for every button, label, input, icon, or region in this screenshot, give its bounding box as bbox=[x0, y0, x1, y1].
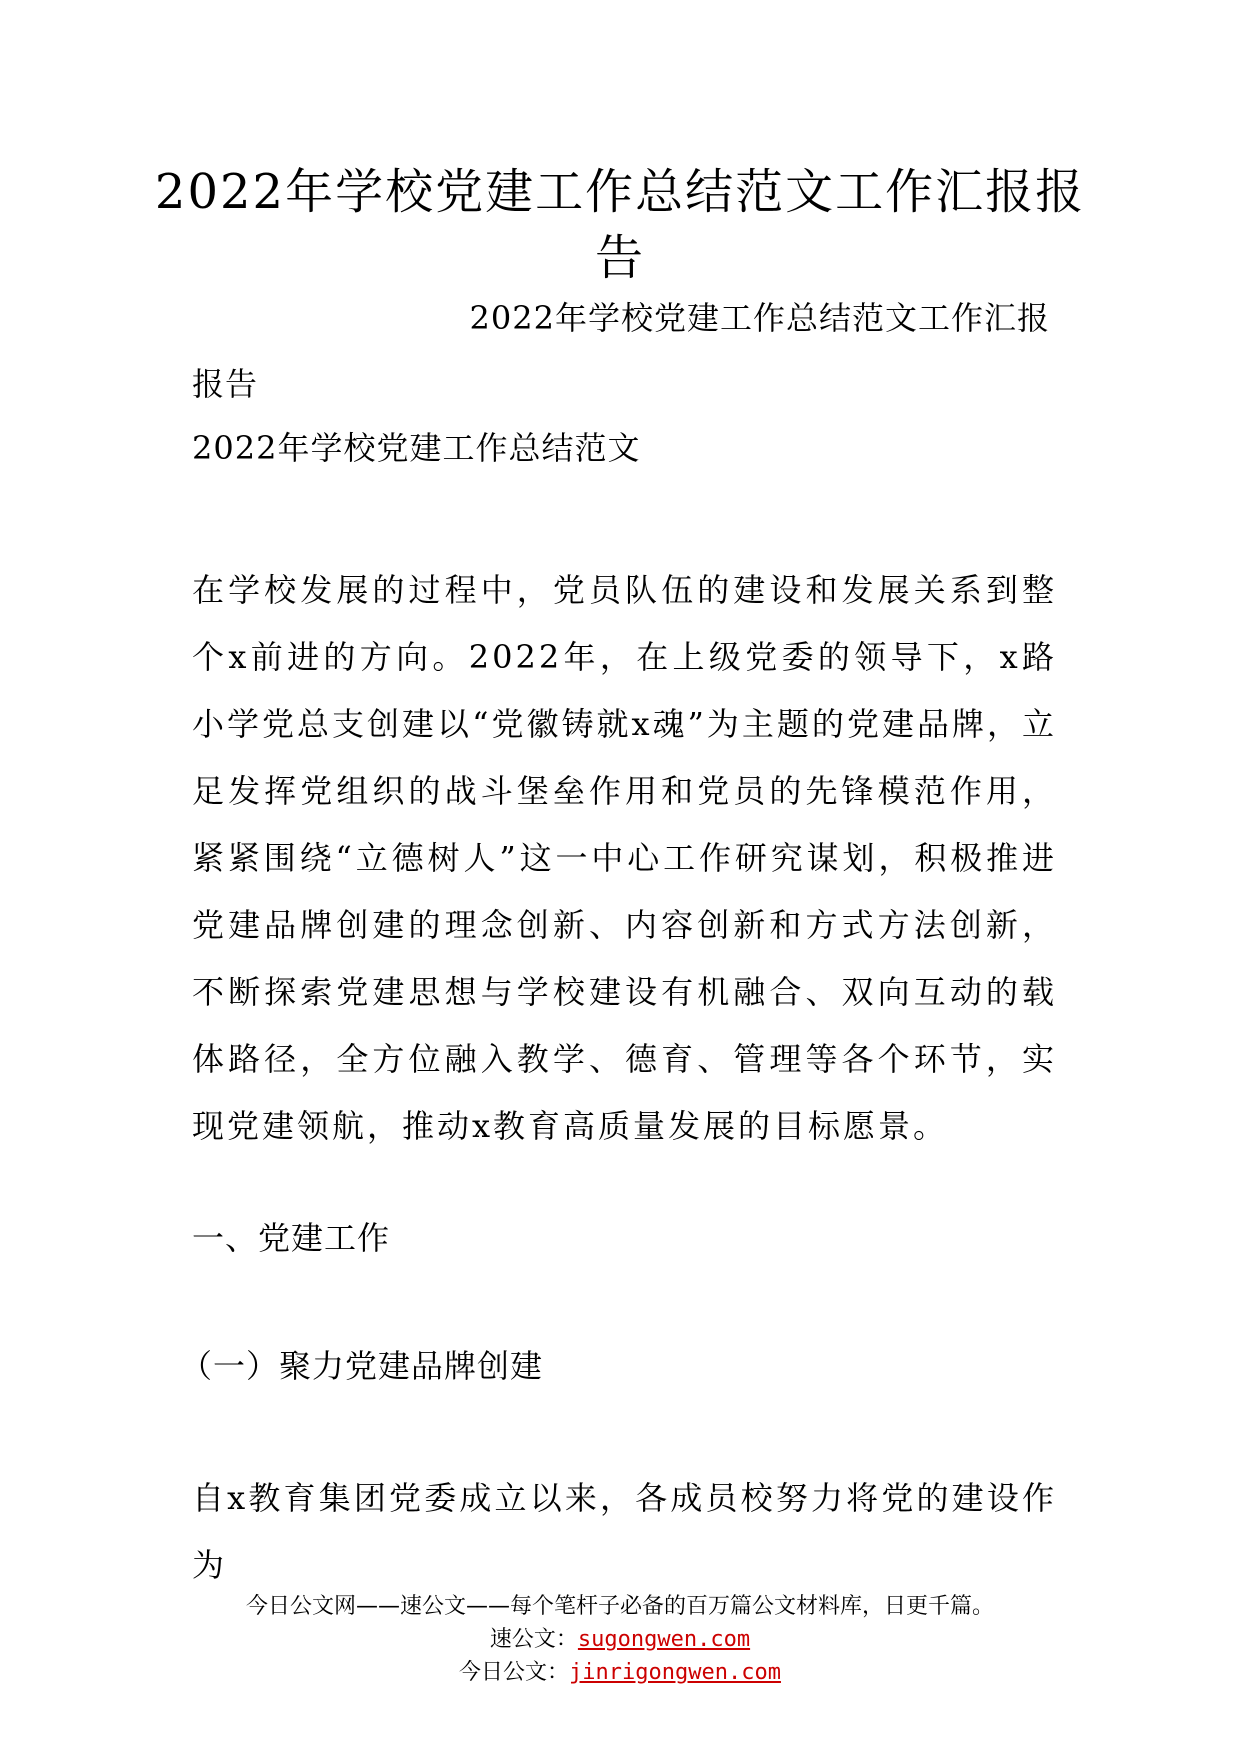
document-title-line2: 告 bbox=[594, 230, 645, 286]
subtitle-line3: 2022年学校党建工作总结范文 bbox=[192, 429, 641, 467]
document-title-line1: 2022年学校党建工作总结范文工作汇报报 bbox=[154, 164, 1086, 220]
section-heading: 一、党建工作 bbox=[192, 1219, 391, 1257]
footer-sugongwen-label: 速公文： bbox=[489, 1627, 578, 1652]
footer-tagline: 今日公文网——速公文——每个笔杆子必备的百万篇公文材料库，日更千篇。 bbox=[245, 1594, 994, 1619]
subtitle-line1: 2022年学校党建工作总结范文工作汇报 bbox=[469, 299, 1050, 337]
body-paragraph-1: 在学校发展的过程中，党员队伍的建设和发展关系到整个x前进的方向。2022年，在上级党委的领导下，x路小学党总支创建以“党徽铸就x魂”为主题的党建品牌，立足发挥党组织的战斗堡垒作用和党员的先锋模范作用，紧紧围绕“立德树人”这一中心工作研究谋划，积极推进党建品牌创建的理念创新、内容创新和方式方法创新，不断探索党建思想与学校建设有机融合、双向互动的载体路径，全方位融入教学、德育、管理等各个环节，实现党建领航，推动x教育高质量发展的目标愿景。 bbox=[192, 571, 1057, 1145]
subtitle-line2: 报告 bbox=[192, 365, 259, 403]
footer-sugongwen bbox=[0, 1625, 1240, 1655]
jinrigongwen-link[interactable]: jinrigongwen.com bbox=[569, 1660, 781, 1685]
section-sub-heading: （一）聚力党建品牌创建 bbox=[180, 1347, 544, 1385]
footer-jinrigongwen-label: 今日公文： bbox=[459, 1660, 570, 1685]
sugongwen-link[interactable]: sugongwen.com bbox=[577, 1627, 751, 1652]
body-paragraph-2: 自x教育集团党委成立以来，各成员校努力将党的建设作为 bbox=[192, 1479, 1057, 1584]
footer-jinrigongwen bbox=[0, 1658, 1240, 1688]
